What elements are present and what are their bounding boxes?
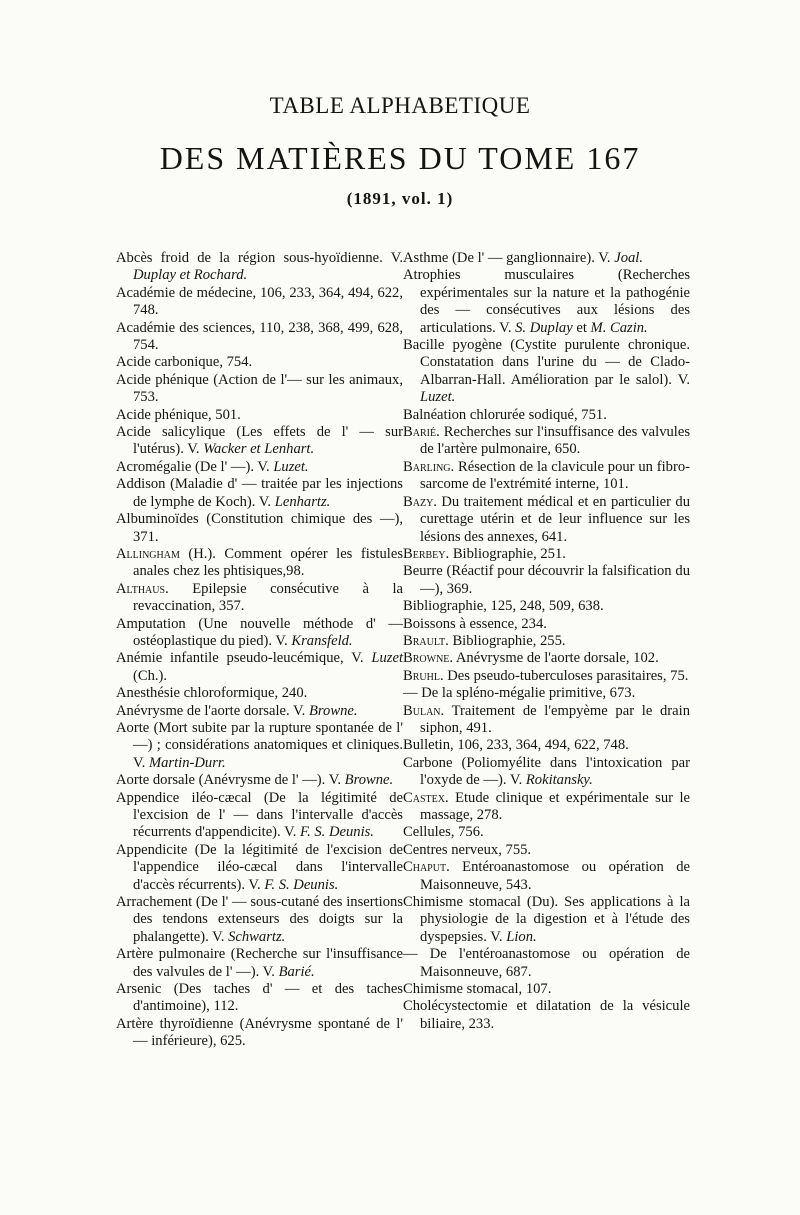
index-entry: [403, 546, 690, 563]
index-title: TABLE ALPHABETIQUE: [269, 93, 531, 118]
entry-text: Arsenic (Des taches d' — et des taches d'antimoine), 112.: [116, 981, 403, 1015]
entry-text2: et: [572, 319, 591, 336]
entry-text: . Bibliographie, 255.: [445, 632, 566, 649]
index-entry: [116, 720, 403, 772]
index-entry: [403, 703, 690, 738]
entry-italic: Luzet: [371, 650, 403, 667]
entry-sc: Castex: [403, 789, 445, 806]
entry-text: — De la spléno-mégalie primitive, 673.: [403, 685, 636, 702]
entry-italic: Kransfeld.: [291, 632, 353, 649]
entry-text: Addison (Maladie d' — traitée par les injections de lymphe de Koch). V.: [116, 476, 403, 510]
index-entry: [403, 563, 690, 598]
index-entry: [116, 703, 403, 720]
entry-text: Atrophies musculaires (Recherches expérimentales sur la nature et la pathogénie des — consécutives aux lésions des articulations. V.: [403, 267, 690, 336]
entry-sc: Bruhl: [403, 667, 440, 684]
index-entry: [403, 981, 690, 998]
entry-text: Bacille pyogène (Cystite purulente chronique. Constatation dans l'urine du — de Clado-Albarran-Hall. Amélioration par le salol). V.: [403, 337, 690, 388]
entry-text: Aorte dorsale (Anévrysme de l' —). V.: [116, 772, 345, 789]
volume-label: (1891, vol. 1): [346, 189, 454, 208]
entry-text: Carbone (Poliomyélite dans l'intoxication par l'oxyde de —). V.: [403, 754, 690, 789]
entry-italic: Wacker et Lenhart.: [203, 441, 315, 458]
entry-italic: Duplay et Rochard.: [133, 267, 248, 284]
entry-sc: Barié: [403, 424, 437, 441]
entry-text: Acromégalie (De l' —). V.: [116, 458, 274, 475]
entry-italic: Luzet.: [273, 458, 309, 475]
entry-text: Albuminoïdes (Constitution chimique des —), 371.: [116, 511, 403, 545]
entry-sc: Chaput: [403, 859, 447, 876]
entry-sc: Althaus: [116, 580, 166, 597]
entry-text: . Entéroanastomose ou opération de Maisonneuve, 543.: [420, 859, 690, 893]
entry-text: Anémie infantile pseudo-leucémique, V.: [116, 650, 372, 667]
entry-italic: Lion.: [506, 928, 537, 945]
entry-text: Acide carbonique, 754.: [116, 354, 253, 371]
entry-italic2: M. Cazin.: [590, 319, 648, 336]
entry-text: Beurre (Réactif pour découvrir la falsification du —), 369.: [403, 563, 690, 597]
index-entry: [403, 737, 690, 754]
entry-text: (H.). Comment opérer les fistules anales chez les phtisiques,98.: [133, 545, 403, 580]
index-entry: [116, 354, 403, 371]
entry-italic: Lenhartz.: [274, 493, 331, 510]
entry-italic: Barié.: [278, 963, 315, 980]
index-entry: [403, 616, 690, 633]
entry-text: Chimisme stomacal, 107.: [403, 981, 552, 998]
index-entry: [403, 424, 690, 459]
entry-text: Balnéation chlorurée sodiqué, 751.: [403, 406, 607, 423]
entry-italic: Browne.: [344, 772, 394, 789]
entry-italic: Rokitansky.: [525, 772, 593, 789]
entry-italic: F. S. Deunis.: [300, 824, 374, 841]
index-entry: [403, 946, 690, 981]
entry-text: — De l'entéroanastomose ou opération de Maisonneuve, 687.: [403, 946, 690, 980]
index-entry: [116, 320, 403, 355]
index-entry: [116, 616, 403, 651]
entry-text: Cholécystectomie et dilatation de la vésicule biliaire, 233.: [403, 998, 690, 1032]
entry-sc: Browne: [403, 650, 450, 667]
index-entry: [116, 285, 403, 320]
index-entry: [116, 476, 403, 511]
index-entry: [116, 459, 403, 476]
left-column: [116, 250, 403, 1051]
entry-text: . Traitement de l'empyème par le drain siphon, 491.: [420, 702, 690, 736]
index-entry: [403, 407, 690, 424]
index-entry: [403, 598, 690, 615]
entry-italic: F. S. Deunis.: [264, 876, 339, 893]
entry-sc: Berbey: [403, 545, 446, 562]
index-entry: [116, 981, 403, 1016]
index-entry: [116, 1016, 403, 1051]
index-entry: [403, 755, 690, 790]
index-entry: [116, 546, 403, 581]
entry-italic: Luzet.: [420, 389, 456, 406]
entry-text: Acide salicylique (Les effets de l' — sur l'utérus). V.: [116, 424, 403, 458]
index-entry: [403, 337, 690, 407]
entry-sc: Brault: [403, 632, 446, 649]
index-entry: [403, 894, 690, 946]
entry-text: Chimisme stomacal (Du). Ses applications à la physiologie de la digestion et à l'étude des dyspepsies. V.: [403, 894, 690, 945]
index-entry: [403, 842, 690, 859]
entry-text: Appendice iléo-cæcal (De la légitimité de l'excision de l' — dans l'intervalle d'accès récurrents d'appendicite). V.: [116, 789, 403, 841]
index-entry: [403, 824, 690, 841]
index-entry: [403, 494, 690, 546]
right-column: [403, 250, 690, 1033]
entry-text: . Résection de la clavicule pour un fibro-sarcome de l'extrémité interne, 101.: [420, 458, 690, 493]
entry-text: . Etude clinique et expérimentale sur le massage, 278.: [420, 789, 690, 823]
entry-italic: Martin-Durr.: [148, 754, 226, 771]
index-entry: [116, 372, 403, 407]
index-entry: [403, 650, 690, 667]
entry-text: . Recherches sur l'insuffisance des valvules de l'artère pulmonaire, 650.: [420, 424, 690, 458]
index-entry: [116, 581, 403, 616]
entry-text: Académie des sciences, 110, 238, 368, 499, 628, 754.: [116, 319, 403, 354]
entry-text: Abcès froid de la région sous-hyoïdienne. V.: [116, 250, 403, 266]
entry-text: Bulletin, 106, 233, 364, 494, 622, 748.: [403, 737, 629, 754]
index-entry: [403, 459, 690, 494]
index-entry: [403, 668, 690, 685]
index-entry: [116, 842, 403, 894]
index-entry: [116, 407, 403, 424]
index-entry: [116, 650, 403, 685]
entry-text: Cellules, 756.: [403, 824, 484, 841]
index-entry: [116, 250, 403, 285]
index-entry: [116, 424, 403, 459]
entry-text: . Des pseudo-tuberculoses parasitaires, 75.: [439, 667, 689, 684]
entry-text2: (Ch.).: [133, 667, 168, 684]
index-entry: [116, 685, 403, 702]
entry-text: Artère pulmonaire (Recherche sur l'insuffisance des valvules de l' —). V.: [116, 946, 403, 980]
entry-text: Asthme (De l' — ganglionnaire). V.: [403, 250, 615, 266]
index-entry: [403, 633, 690, 650]
entry-text: Anévrysme de l'aorte dorsale. V.: [116, 702, 309, 719]
index-entry: [116, 790, 403, 842]
entry-text: Bibliographie, 125, 248, 509, 638.: [403, 598, 604, 615]
index-entry: [403, 998, 690, 1033]
entry-text: Anesthésie chloroformique, 240.: [116, 685, 308, 702]
entry-text: Appendicite (De la légitimité de l'excision de l'appendice iléo-cæcal dans l'intervalle d'accès récurrents). V.: [116, 841, 403, 893]
entry-text: . Bibliographie, 251.: [445, 545, 566, 562]
index-entry: [403, 859, 690, 894]
index-entry: [403, 250, 690, 267]
index-entry: [403, 685, 690, 702]
index-subtitle: DES MATIÈRES DU TOME 167: [159, 140, 641, 176]
entry-text: . Epilepsie consécutive à la revaccination, 357.: [133, 580, 403, 615]
entry-text: Boissons à essence, 234.: [403, 615, 547, 632]
entry-italic: Browne.: [308, 702, 358, 719]
entry-italic: S. Duplay: [515, 319, 573, 336]
entry-italic: Joal.: [614, 250, 644, 266]
index-entry: [116, 511, 403, 546]
entry-text: Aorte (Mort subite par la rupture spontanée de l' —) ; considérations anatomiques et cliniques. V.: [116, 719, 403, 771]
index-entry: [403, 790, 690, 825]
entry-sc: Bazy: [403, 493, 434, 510]
entry-text: Centres nerveux, 755.: [403, 841, 532, 858]
entry-text: Académie de médecine, 106, 233, 364, 494, 622, 748.: [116, 284, 403, 319]
entry-italic: Schwartz.: [228, 928, 286, 945]
index-entry: [116, 894, 403, 946]
entry-text: Arrachement (De l' — sous-cutané des insertions des tendons extenseurs des doigts sur la phalangette). V.: [116, 894, 403, 945]
index-entry: [116, 946, 403, 981]
entry-text: . Anévrysme de l'aorte dorsale, 102.: [449, 650, 659, 667]
entry-text: . Du traitement médical et en particulier du curettage utérin et de leur influence sur les lésions des annexes, 641.: [420, 493, 690, 545]
entry-sc: Bulan: [403, 702, 441, 719]
entry-text: Amputation (Une nouvelle méthode d' — ostéoplastique du pied). V.: [116, 615, 403, 649]
index-entry: [403, 267, 690, 337]
entry-text: Artère thyroïdienne (Anévrysme spontané de l' — inférieure), 625.: [116, 1015, 403, 1050]
entry-text: Acide phénique (Action de l'— sur les animaux, 753.: [116, 371, 403, 406]
entry-sc: Allingham: [116, 545, 180, 562]
index-entry: [116, 772, 403, 789]
entry-text: Acide phénique, 501.: [116, 406, 241, 423]
entry-sc: Barling: [403, 458, 451, 475]
